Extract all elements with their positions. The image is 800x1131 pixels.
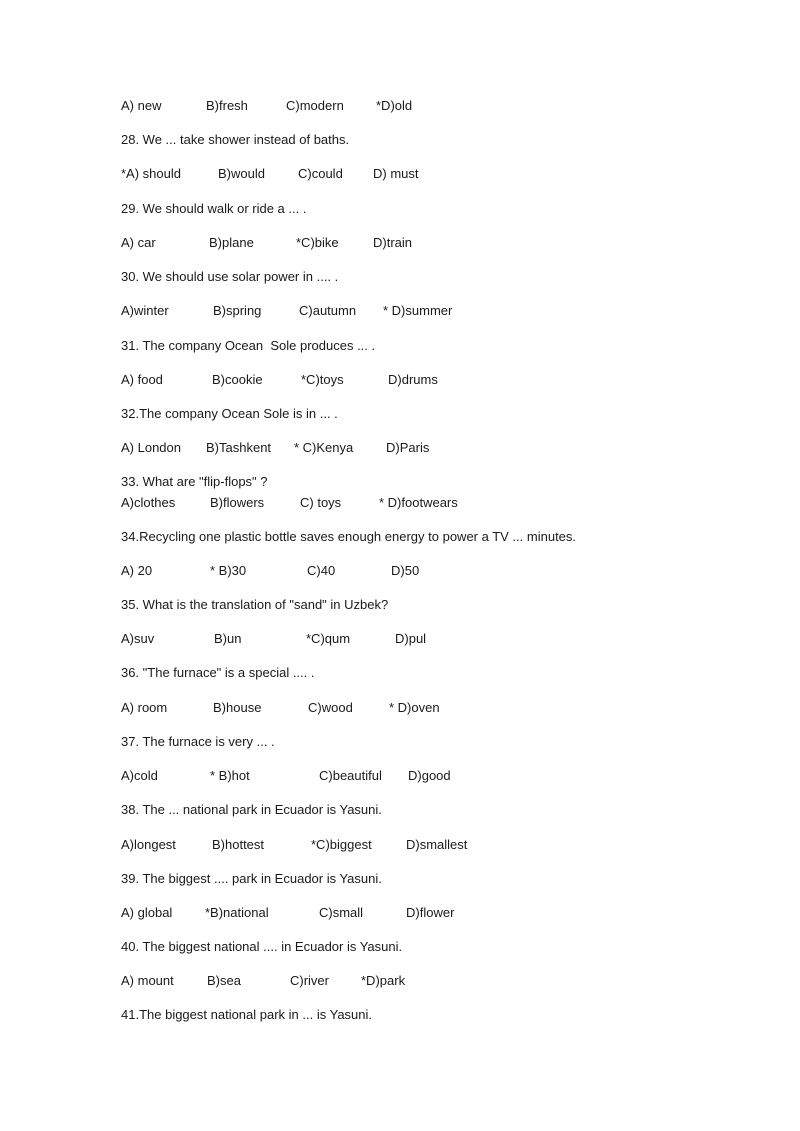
answer-option: * D)summer (383, 303, 453, 318)
answer-option: A)cold (121, 768, 158, 783)
answer-option: C)could (298, 166, 343, 181)
answer-option: D)drums (388, 372, 438, 387)
answer-option: D)train (373, 235, 413, 250)
answer-options-row (0, 494, 800, 512)
answer-option: B)flowers (210, 495, 265, 510)
answer-option: B)would (218, 166, 265, 181)
answer-options-row (0, 97, 800, 115)
answer-option: C)modern (286, 98, 344, 113)
answer-option: * D)footwears (379, 495, 458, 510)
answer-option: A) room (121, 700, 168, 715)
answer-option: A)clothes (121, 495, 176, 510)
question-text: 37. The furnace is very ... . (121, 734, 275, 749)
question-text: 32.The company Ocean Sole is in ... . (121, 406, 338, 421)
answer-option: C)beautiful (319, 768, 382, 783)
answer-option: *D)park (361, 973, 406, 988)
answer-option: * B)hot (210, 768, 250, 783)
answer-options-row (0, 630, 800, 648)
answer-options-row (0, 836, 800, 854)
answer-option: A) food (121, 372, 163, 387)
question-text: 39. The biggest .... park in Ecuador is Yasuni. (121, 871, 382, 886)
question-text: 35. What is the translation of "sand" in Uzbek? (121, 597, 389, 612)
answer-options-row (0, 904, 800, 922)
answer-options-row (0, 439, 800, 457)
answer-option: D)Paris (386, 440, 430, 455)
answer-option: B)spring (213, 303, 262, 318)
answer-options-row (0, 699, 800, 717)
answer-option: * C)Kenya (294, 440, 354, 455)
answer-option: *C)qum (306, 631, 351, 646)
answer-option: A)winter (121, 303, 169, 318)
answer-option: B)hottest (212, 837, 265, 852)
answer-option: C)wood (308, 700, 353, 715)
answer-option: B)un (214, 631, 242, 646)
answer-options-row (0, 767, 800, 785)
answer-option: D) must (373, 166, 419, 181)
answer-option: * B)30 (210, 563, 247, 578)
question-text: 28. We ... take shower instead of baths. (121, 132, 350, 147)
answer-options-row (0, 562, 800, 580)
answer-option: B)sea (207, 973, 241, 988)
answer-option: B)fresh (206, 98, 248, 113)
answer-options-row (0, 371, 800, 389)
answer-option: * D)oven (389, 700, 440, 715)
answer-option: D)good (408, 768, 451, 783)
answer-option: A)longest (121, 837, 176, 852)
question-text: 33. What are "flip-flops" ? (121, 474, 268, 489)
answer-option: A) 20 (121, 563, 153, 578)
answer-option: A) mount (121, 973, 174, 988)
answer-option: D)50 (391, 563, 420, 578)
question-text: 40. The biggest national .... in Ecuador is Yasuni. (121, 939, 403, 954)
question-text: 41.The biggest national park in ... is Yasuni. (121, 1007, 373, 1022)
answer-option: *D)old (376, 98, 413, 113)
answer-option: D)smallest (406, 837, 468, 852)
answer-option: C)autumn (299, 303, 357, 318)
answer-option: C)small (319, 905, 364, 920)
answer-option: *C)toys (301, 372, 344, 387)
answer-option: D)flower (406, 905, 455, 920)
answer-options-row (0, 972, 800, 990)
question-text: 29. We should walk or ride a ... . (121, 201, 307, 216)
answer-options-row (0, 165, 800, 183)
answer-option: B)cookie (212, 372, 263, 387)
answer-option: *C)biggest (311, 837, 372, 852)
question-text: 30. We should use solar power in .... . (121, 269, 339, 284)
answer-option: D)pul (395, 631, 427, 646)
answer-options-row (0, 234, 800, 252)
question-text: 34.Recycling one plastic bottle saves enough energy to power a TV ... minutes. (121, 529, 577, 544)
answer-option: A) global (121, 905, 173, 920)
answer-option: *A) should (121, 166, 181, 181)
question-text: 38. The ... national park in Ecuador is Yasuni. (121, 802, 382, 817)
answer-option: C) toys (300, 495, 342, 510)
answer-option: B)Tashkent (206, 440, 272, 455)
answer-option: B)house (213, 700, 262, 715)
answer-option: A) car (121, 235, 156, 250)
question-text: 36. "The furnace" is a special .... . (121, 665, 315, 680)
answer-option: A) new (121, 98, 162, 113)
answer-option: B)plane (209, 235, 254, 250)
answer-option: *C)bike (296, 235, 339, 250)
question-text: 31. The company Ocean Sole produces ... . (121, 338, 376, 353)
answer-options-row (0, 302, 800, 320)
answer-option: C)40 (307, 563, 336, 578)
answer-option: C)river (290, 973, 329, 988)
answer-option: A) London (121, 440, 181, 455)
answer-option: *B)national (205, 905, 269, 920)
answer-option: A)suv (121, 631, 155, 646)
